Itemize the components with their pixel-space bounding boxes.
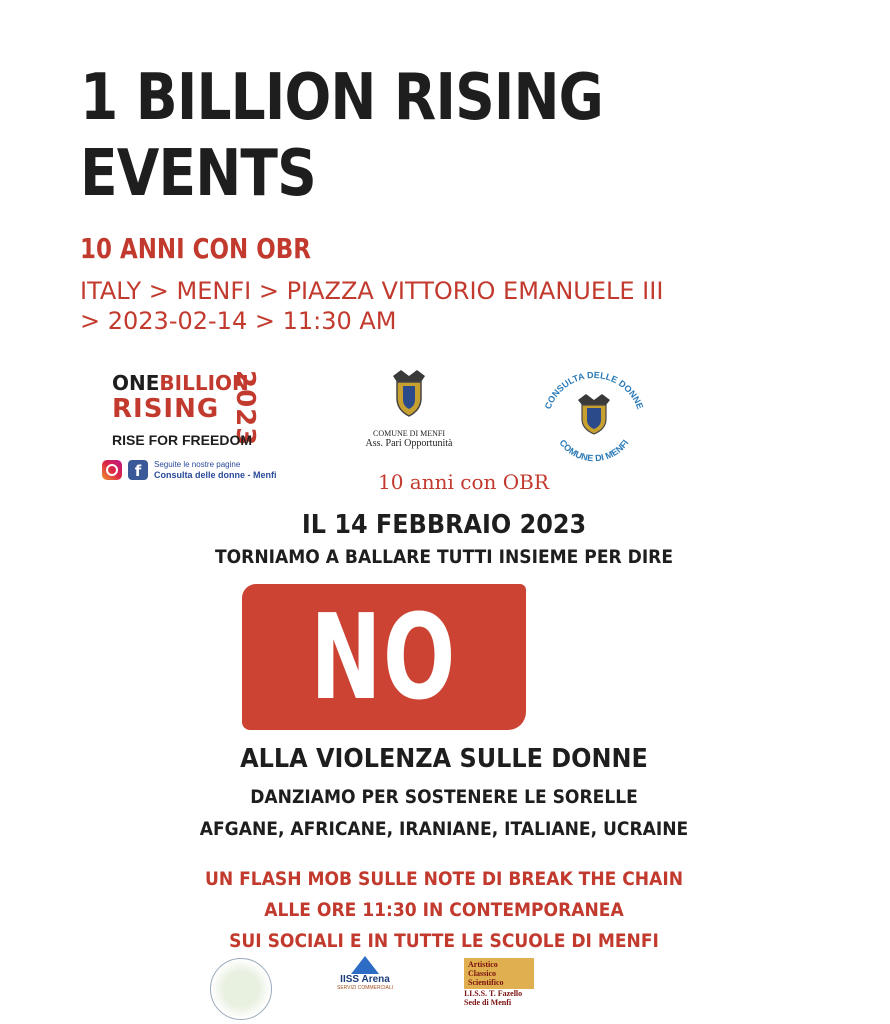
arena-name: IISS Arena — [340, 974, 390, 985]
social-links — [102, 460, 277, 480]
social-page-name: Consulta delle donne - Menfi — [154, 470, 277, 480]
flashmob-line2: ALLE ORE 11:30 IN CONTEMPORANEA — [264, 899, 624, 921]
event-title-line2: EVENTS — [80, 137, 316, 211]
arena-sub: SERVIZI COMMERCIALI — [336, 985, 394, 991]
iiss-box — [464, 958, 534, 989]
consulta-bottom-text: COMUNE DI MENFI — [557, 437, 631, 464]
school-seal-logo — [210, 958, 272, 1020]
countries-line: AFGANE, AFRICANE, IRANIANE, ITALIANE, UCRAINE — [199, 818, 689, 840]
consulta-delle-donne-logo — [534, 366, 654, 466]
comune-name: COMUNE DI MENFI — [373, 429, 445, 438]
comune-department: Ass. Pari Opportunità — [365, 438, 453, 449]
arena-triangle-icon — [351, 956, 379, 974]
facebook-icon: f — [128, 460, 148, 480]
menfi-crest-icon — [387, 368, 431, 418]
logo-year: 2023 — [230, 370, 260, 447]
date-line: IL 14 FEBBRAIO 2023 — [301, 510, 587, 540]
dance-line: DANZIAMO PER SOSTENERE LE SORELLE — [250, 786, 638, 808]
no-word: NO — [310, 588, 458, 726]
iiss-box-line2: Classico — [468, 969, 496, 978]
iiss-box-line3: Scientifico — [468, 978, 504, 987]
iiss-box-line1: Artistico — [468, 960, 498, 969]
location-line1: ITALY > MENFI > PIAZZA VITTORIO EMANUELE III — [80, 277, 664, 305]
one-billion-rising-logo — [112, 370, 272, 448]
flashmob-info — [120, 864, 768, 957]
iiss-arena-logo — [320, 956, 410, 991]
violence-line: ALLA VIOLENZA SULLE DONNE — [240, 744, 648, 774]
event-title-line1: 1 BILLION RISING — [80, 61, 603, 135]
iiss-fazello-logo — [464, 958, 534, 1007]
ten-years-label: 10 anni con OBR — [378, 470, 549, 494]
flashmob-line1: UN FLASH MOB SULLE NOTE DI BREAK THE CHAIN — [204, 868, 684, 890]
iiss-name: I.I.S.S. T. Fazello — [464, 989, 523, 998]
location-line2: > 2023-02-14 > 11:30 AM — [80, 307, 397, 335]
intro-line: TORNIAMO A BALLARE TUTTI INSIEME PER DIRE — [214, 546, 674, 568]
social-follow-text: Seguite le nostre pagine — [154, 460, 241, 469]
logo-rising: RISING — [112, 394, 220, 424]
comune-di-menfi-logo — [334, 368, 484, 449]
consulta-crest-icon — [578, 394, 610, 434]
logo-tagline: RISE FOR FREEDOM — [112, 432, 253, 448]
event-poster — [84, 346, 804, 1024]
instagram-icon — [102, 460, 122, 480]
logo-billion: BILLION — [159, 371, 249, 395]
flashmob-line3: SUI SOCIALI E IN TUTTE LE SCUOLE DI MENFI — [229, 930, 659, 952]
logo-one: ONE — [112, 371, 160, 395]
event-title — [80, 60, 699, 212]
event-subtitle: 10 ANNI CON OBR — [80, 232, 311, 265]
event-header — [80, 60, 800, 212]
iiss-sub: Sede di Menfi — [464, 998, 512, 1007]
no-banner — [242, 584, 526, 730]
consulta-top-text: CONSULTA DELLE DONNE — [542, 369, 646, 411]
event-location-breadcrumb — [80, 276, 700, 336]
